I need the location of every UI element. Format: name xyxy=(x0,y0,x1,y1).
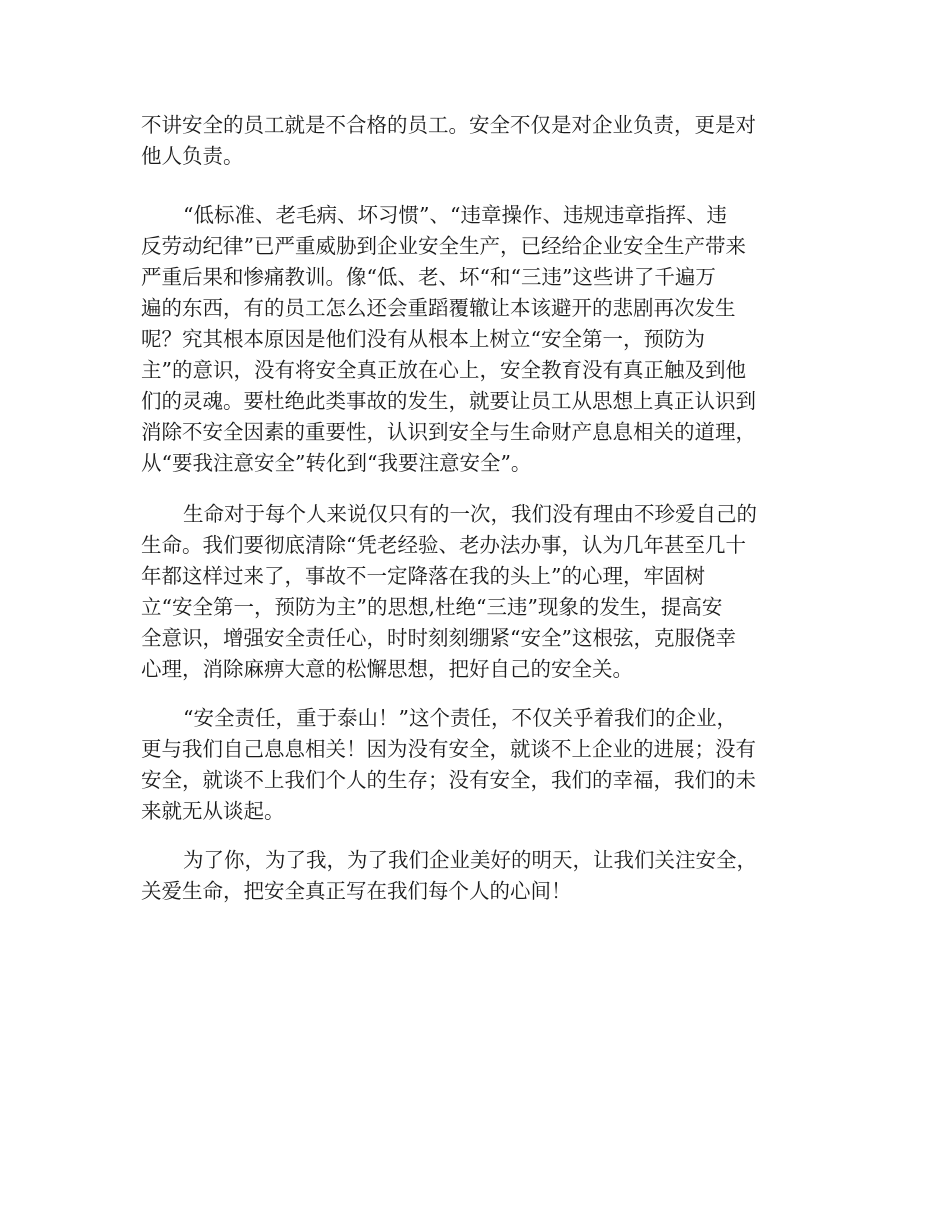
text-line: 关爱生命，把安全真正写在我们每个人的心间！ xyxy=(141,879,572,903)
text-line: 呢？究其根本原因是他们没有从根本上树立“安全第一，预防为 xyxy=(141,327,705,351)
text-line: 生命对于每个人来说仅只有的一次，我们没有理由不珍爱自己的 xyxy=(183,502,757,526)
text-line: “安全责任，重于泰山！”这个责任，不仅关乎着我们的企业， xyxy=(183,706,737,730)
text-line: 安全，就谈不上我们个人的生存；没有安全，我们的幸福，我们的未 xyxy=(141,768,756,792)
text-line: 反劳动纪律”已严重威胁到企业安全生产，已经给企业安全生产带来 xyxy=(141,234,746,258)
text-line: 心理，消除麻痹大意的松懈思想，把好自己的安全关。 xyxy=(141,657,633,681)
text-line: 们的灵魂。要杜绝此类事故的发生，就要让员工从思想上真正认识到 xyxy=(141,389,756,413)
paragraph-5 xyxy=(141,845,811,907)
text-line: 主”的意识，没有将安全真正放在心上，安全教育没有真正触及到他 xyxy=(141,358,746,382)
text-line: 全意识，增强安全责任心，时时刻刻绷紧“安全”这根弦，克服侥幸 xyxy=(141,626,736,650)
text-line: 立“安全第一，预防为主”的思想,杜绝“三违”现象的发生，提高安 xyxy=(141,595,723,619)
text-line: 从“要我注意安全”转化到“我要注意安全”。 xyxy=(141,451,532,475)
paragraph-1 xyxy=(141,110,811,172)
text-line: 不讲安全的员工就是不合格的员工。安全不仅是对企业负责，更是对 xyxy=(141,113,756,137)
paragraph-2 xyxy=(141,200,811,479)
text-line: 生命。我们要彻底清除“凭老经验、老办法办事，认为几年甚至几十 xyxy=(141,533,746,557)
text-line: “低标准、老毛病、坏习惯”、“违章操作、违规违章指挥、违 xyxy=(183,203,727,227)
text-line: 来就无从谈起。 xyxy=(141,799,285,823)
paragraph-4 xyxy=(141,703,811,827)
document-body xyxy=(141,110,811,907)
paragraph-3 xyxy=(141,499,811,685)
text-line: 更与我们自己息息相关！因为没有安全，就谈不上企业的进展；没有 xyxy=(141,737,756,761)
text-line: 遍的东西，有的员工怎么还会重蹈覆辙让本该避开的悲剧再次发生 xyxy=(141,296,736,320)
text-line: 严重后果和惨痛教训。像“低、老、坏“和“三违”这些讲了千遍万 xyxy=(141,265,716,289)
text-line: 他人负责。 xyxy=(141,144,244,168)
text-line: 消除不安全因素的重要性，认识到安全与生命财产息息相关的道理， xyxy=(141,420,756,444)
text-line: 年都这样过来了，事故不一定降落在我的头上”的心理，牢固树 xyxy=(141,564,705,588)
text-line: 为了你，为了我，为了我们企业美好的明天，让我们关注安全， xyxy=(183,848,757,872)
